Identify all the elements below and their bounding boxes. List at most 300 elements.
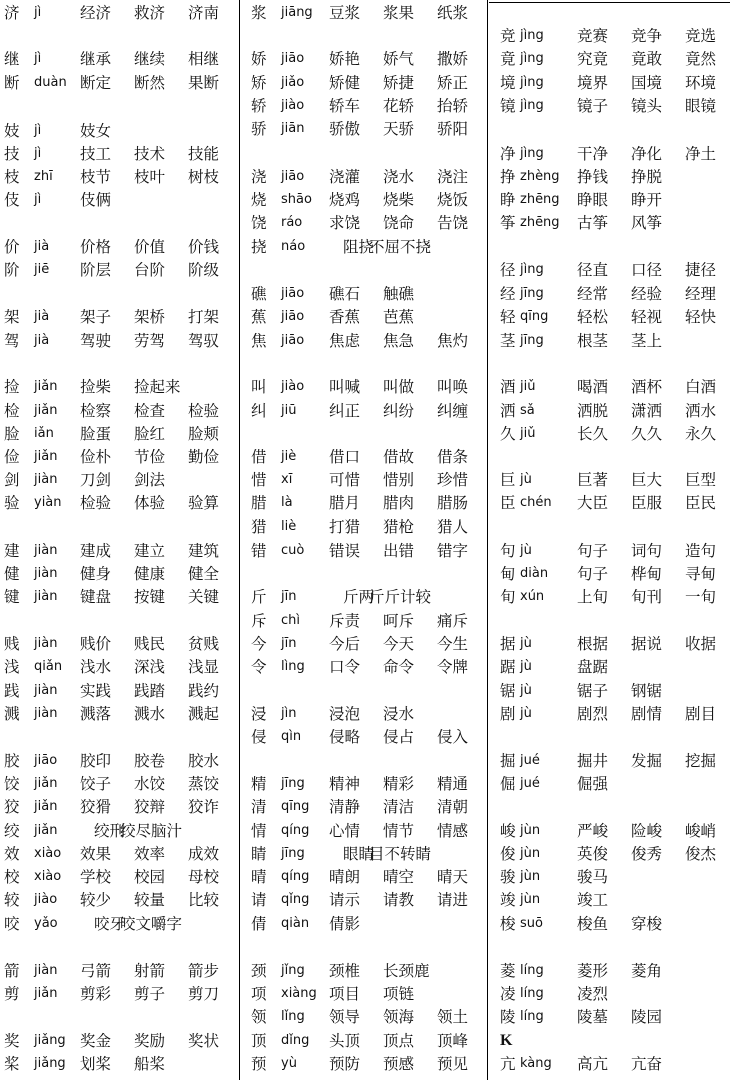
vocab-row	[241, 610, 487, 632]
pinyin: jiǎng	[34, 1033, 66, 1048]
vocab-row	[241, 516, 487, 538]
character: 妓	[4, 122, 20, 140]
column-divider	[487, 0, 488, 1080]
character: 焦	[251, 332, 267, 350]
word-3: 顶峰	[437, 1032, 469, 1050]
character: 菱	[500, 962, 516, 980]
word-1: 绞刑	[94, 822, 126, 840]
word-3: 成效	[188, 845, 220, 863]
pinyin: xī	[281, 472, 293, 487]
character: 精	[251, 775, 267, 793]
vocab-row	[489, 773, 730, 795]
column-2	[241, 0, 487, 1080]
pinyin: jìn	[281, 706, 297, 721]
vocab-row	[241, 913, 487, 935]
word-2: 焦急	[383, 332, 415, 350]
word-2: 脸红	[134, 425, 166, 443]
pinyin: jiāo	[281, 333, 305, 348]
word-1: 倔强	[577, 775, 609, 793]
pinyin: jià	[34, 239, 50, 254]
pinyin: xiào	[34, 869, 62, 884]
word-2: 清洁	[383, 798, 415, 816]
word-2: 斤斤计较	[369, 588, 432, 606]
word-3: 净土	[685, 145, 717, 163]
pinyin: ráo	[281, 215, 303, 230]
word-3: 挖掘	[685, 752, 717, 770]
word-3: 践约	[188, 682, 220, 700]
vocab-row	[0, 633, 239, 655]
character: 烧	[251, 191, 267, 209]
word-2: 长颈鹿	[383, 962, 430, 980]
word-2: 猎枪	[383, 518, 415, 536]
vocab-row	[241, 306, 487, 328]
word-2: 价值	[134, 238, 166, 256]
word-1: 境界	[577, 74, 609, 92]
word-3: 精通	[437, 775, 469, 793]
word-2: 胶卷	[134, 752, 166, 770]
vocab-row	[241, 2, 487, 24]
word-2: 剑法	[134, 471, 166, 489]
character: 情	[251, 822, 267, 840]
vocab-row	[0, 983, 239, 1005]
word-2: 检查	[134, 402, 166, 420]
word-3: 捷径	[685, 261, 717, 279]
word-2: 险峻	[631, 822, 663, 840]
character: 斤	[251, 588, 267, 606]
word-2: 侵占	[383, 728, 415, 746]
pinyin: jiàn	[34, 683, 58, 698]
word-1: 浸泡	[329, 705, 361, 723]
word-1: 香蕉	[329, 308, 361, 326]
character: 俊	[500, 845, 516, 863]
pinyin: jù	[520, 683, 532, 698]
word-3: 浇注	[437, 168, 469, 186]
vocab-row	[241, 72, 487, 94]
word-2: 挣脱	[631, 168, 663, 186]
word-2: 竟敢	[631, 50, 663, 68]
word-1: 纠正	[329, 402, 361, 420]
pinyin: líng	[520, 1009, 544, 1024]
vocab-row	[241, 1053, 487, 1075]
word-1: 阶层	[80, 261, 112, 279]
word-1: 眼睛	[343, 845, 375, 863]
vocab-row	[241, 726, 487, 748]
word-3: 巨型	[685, 471, 717, 489]
word-2: 命令	[383, 658, 415, 676]
pinyin: jù	[520, 636, 532, 651]
character: 纠	[251, 402, 267, 420]
character: 剪	[4, 985, 20, 1003]
word-3: 领土	[437, 1008, 469, 1026]
vocab-row	[0, 913, 239, 935]
word-2: 技术	[134, 145, 166, 163]
vocab-row	[241, 889, 487, 911]
pinyin: jǐng	[281, 963, 305, 978]
word-3: 峻峭	[685, 822, 717, 840]
word-1: 健身	[80, 565, 112, 583]
pinyin: zhēng	[520, 215, 560, 230]
pinyin: jìng	[520, 75, 544, 90]
word-2: 情节	[383, 822, 415, 840]
word-1: 句子	[577, 565, 609, 583]
vocab-row	[489, 703, 730, 725]
character: 洒	[500, 402, 516, 420]
word-1: 刀剑	[80, 471, 112, 489]
character: 骏	[500, 868, 516, 886]
vocab-row	[0, 889, 239, 911]
word-3: 健全	[188, 565, 220, 583]
pinyin: qīng	[281, 799, 310, 814]
word-1: 伎俩	[80, 191, 112, 209]
word-1: 口令	[329, 658, 361, 676]
vocab-row	[0, 236, 239, 258]
character: 胶	[4, 752, 20, 770]
pinyin: jiǎn	[34, 449, 58, 464]
vocab-row	[489, 983, 730, 1005]
vocab-row	[241, 633, 487, 655]
word-2: 轻视	[631, 308, 663, 326]
character: 饶	[251, 214, 267, 232]
pinyin: suō	[520, 916, 543, 931]
word-1: 妓女	[80, 122, 112, 140]
vocab-row	[0, 400, 239, 422]
word-3: 骄阳	[437, 120, 469, 138]
word-1: 梭鱼	[577, 915, 609, 933]
pinyin: jiǎn	[34, 823, 58, 838]
vocab-row	[0, 703, 239, 725]
word-1: 项目	[329, 985, 361, 1003]
word-2: 净化	[631, 145, 663, 163]
word-2: 劳驾	[134, 332, 166, 350]
word-1: 轿车	[329, 97, 361, 115]
word-3: 收据	[685, 635, 717, 653]
word-2: 陵园	[631, 1008, 663, 1026]
word-1: 驾驶	[80, 332, 112, 350]
word-1: 精神	[329, 775, 361, 793]
word-1: 键盘	[80, 588, 112, 606]
pinyin: jiàn	[34, 963, 58, 978]
pinyin: sǎ	[520, 403, 535, 418]
word-1: 架子	[80, 308, 112, 326]
word-2: 健康	[134, 565, 166, 583]
vocab-row	[489, 540, 730, 562]
vocab-row	[489, 843, 730, 865]
word-1: 睁眼	[577, 191, 609, 209]
word-3: 济南	[188, 4, 220, 22]
word-2: 娇气	[383, 50, 415, 68]
character: 预	[251, 1055, 267, 1073]
vocab-row	[489, 586, 730, 608]
vocab-row	[241, 48, 487, 70]
vocab-row	[0, 563, 239, 585]
word-3: 撒娇	[437, 50, 469, 68]
word-3: 树枝	[188, 168, 220, 186]
character: 矫	[251, 74, 267, 92]
pinyin: jià	[34, 333, 50, 348]
character: 臣	[500, 494, 516, 512]
character: 倔	[500, 775, 516, 793]
vocab-row	[489, 423, 730, 445]
character: 挣	[500, 168, 516, 186]
word-1: 干净	[577, 145, 609, 163]
pinyin: shāo	[281, 192, 312, 207]
word-2: 今天	[383, 635, 415, 653]
pinyin: jiāo	[281, 51, 305, 66]
pinyin: jué	[520, 753, 540, 768]
word-1: 晴朗	[329, 868, 361, 886]
pinyin: jiàn	[34, 566, 58, 581]
character: 效	[4, 845, 20, 863]
vocab-row	[241, 189, 487, 211]
vocab-row	[241, 212, 487, 234]
character: 驾	[4, 332, 20, 350]
character: 旬	[500, 588, 516, 606]
word-1: 烧鸡	[329, 191, 361, 209]
character: 济	[4, 4, 20, 22]
vocab-row	[489, 283, 730, 305]
word-2: 借故	[383, 448, 415, 466]
word-2: 晴空	[383, 868, 415, 886]
character: 凌	[500, 985, 516, 1003]
vocab-row	[489, 633, 730, 655]
character: 挠	[251, 238, 267, 256]
pinyin: jù	[520, 659, 532, 674]
vocab-row	[489, 563, 730, 585]
pinyin: jiàn	[34, 543, 58, 558]
word-3: 纸浆	[437, 4, 469, 22]
word-2: 矫捷	[383, 74, 415, 92]
word-3: 猎人	[437, 518, 469, 536]
pinyin: là	[281, 495, 293, 510]
word-2: 奖励	[134, 1032, 166, 1050]
vocab-row	[241, 118, 487, 140]
word-1: 陵墓	[577, 1008, 609, 1026]
word-1: 根茎	[577, 332, 609, 350]
character: 绞	[4, 822, 20, 840]
character: 架	[4, 308, 20, 326]
pinyin: jiǔ	[520, 426, 536, 441]
word-1: 脸蛋	[80, 425, 112, 443]
pinyin: xún	[520, 589, 545, 604]
word-3: 腊肠	[437, 494, 469, 512]
word-3: 果断	[188, 74, 220, 92]
character: 踞	[500, 658, 516, 676]
character: 狡	[4, 798, 20, 816]
word-1: 继承	[80, 50, 112, 68]
character: 酒	[500, 378, 516, 396]
character: 礁	[251, 285, 267, 303]
pinyin: jiàn	[34, 706, 58, 721]
pinyin: iǎn	[34, 426, 54, 441]
character: 径	[500, 261, 516, 279]
vocab-row	[0, 656, 239, 678]
vocab-row	[489, 95, 730, 117]
word-2: 出错	[383, 542, 415, 560]
word-3: 臣民	[685, 494, 717, 512]
vocab-row	[489, 189, 730, 211]
pinyin: jiǎn	[34, 986, 58, 1001]
vocab-row	[241, 796, 487, 818]
vocab-row	[0, 446, 239, 468]
vocab-row	[241, 586, 487, 608]
vocab-row	[489, 492, 730, 514]
word-1: 俭朴	[80, 448, 112, 466]
character: 伎	[4, 191, 20, 209]
column-3	[489, 0, 730, 1080]
word-1: 镜子	[577, 97, 609, 115]
word-3: 竞选	[685, 27, 717, 45]
word-3: 剧目	[685, 705, 717, 723]
word-2: 捡起来	[134, 378, 181, 396]
character: 项	[251, 985, 267, 1003]
word-3: 验算	[188, 494, 220, 512]
word-2: 芭蕉	[383, 308, 415, 326]
word-1: 挣钱	[577, 168, 609, 186]
pinyin: jùn	[520, 892, 541, 907]
pinyin: náo	[281, 239, 306, 254]
pinyin: jù	[520, 472, 532, 487]
character: 颈	[251, 962, 267, 980]
word-3: 检验	[188, 402, 220, 420]
character: 断	[4, 74, 20, 92]
pinyin: jìng	[520, 262, 544, 277]
word-2: 饶命	[383, 214, 415, 232]
word-3: 令牌	[437, 658, 469, 676]
vocab-row	[0, 820, 239, 842]
word-2: 绞尽脑汁	[120, 822, 183, 840]
word-2: 预感	[383, 1055, 415, 1073]
word-1: 英俊	[577, 845, 609, 863]
word-3: 矫正	[437, 74, 469, 92]
vocab-row	[241, 400, 487, 422]
word-2: 触礁	[383, 285, 415, 303]
pinyin: jì	[34, 146, 42, 161]
pinyin: jiāo	[281, 286, 305, 301]
character: 竞	[500, 27, 516, 45]
word-1: 检验	[80, 494, 112, 512]
word-1: 阻挠	[343, 238, 375, 256]
word-2: 射箭	[134, 962, 166, 980]
pinyin: zhèng	[520, 169, 560, 184]
word-2: 臣服	[631, 494, 663, 512]
character: 睁	[500, 191, 516, 209]
word-3: 白酒	[685, 378, 717, 396]
vocab-row	[241, 446, 487, 468]
word-1: 大臣	[577, 494, 609, 512]
vocab-row	[241, 469, 487, 491]
word-2: 请教	[383, 891, 415, 909]
character: 阶	[4, 261, 20, 279]
character: 借	[251, 448, 267, 466]
word-2: 发掘	[631, 752, 663, 770]
word-2: 俊秀	[631, 845, 663, 863]
pinyin: jīn	[281, 636, 297, 651]
vocab-row	[489, 1006, 730, 1028]
pinyin: jù	[520, 706, 532, 721]
character: 践	[4, 682, 20, 700]
character: 健	[4, 565, 20, 583]
pinyin: dǐng	[281, 1033, 310, 1048]
word-1: 借口	[329, 448, 361, 466]
word-1: 较少	[80, 891, 112, 909]
pinyin: jīng	[520, 333, 544, 348]
pinyin: jiào	[281, 98, 305, 113]
word-3: 胶水	[188, 752, 220, 770]
word-2: 较量	[134, 891, 166, 909]
word-1: 狡猾	[80, 798, 112, 816]
pinyin: jiǎn	[34, 379, 58, 394]
word-2: 水饺	[134, 775, 166, 793]
word-2: 睁开	[631, 191, 663, 209]
word-1: 凌烈	[577, 985, 609, 1003]
character: 捡	[4, 378, 20, 396]
vocab-row	[489, 48, 730, 70]
character: 饺	[4, 775, 20, 793]
word-2: 词句	[631, 542, 663, 560]
pinyin: jì	[34, 123, 42, 138]
word-1: 菱形	[577, 962, 609, 980]
word-1: 侵略	[329, 728, 361, 746]
word-3: 今生	[437, 635, 469, 653]
word-1: 豆浆	[329, 4, 361, 22]
word-3: 驾驭	[188, 332, 220, 350]
word-2: 效率	[134, 845, 166, 863]
word-3: 寻甸	[685, 565, 717, 583]
word-3: 母校	[188, 868, 220, 886]
character: 竟	[500, 50, 516, 68]
word-1: 根据	[577, 635, 609, 653]
top-border	[489, 2, 730, 3]
word-1: 领导	[329, 1008, 361, 1026]
pinyin: jiāo	[281, 309, 305, 324]
vocab-row	[241, 773, 487, 795]
vocab-row	[489, 400, 730, 422]
pinyin: lǐng	[281, 1009, 305, 1024]
character: 镜	[500, 97, 516, 115]
vocab-row	[489, 680, 730, 702]
vocab-row	[489, 259, 730, 281]
column-divider	[239, 0, 240, 1080]
vocab-row	[241, 166, 487, 188]
word-3: 打架	[188, 308, 220, 326]
pinyin: jù	[520, 543, 532, 558]
pinyin: qíng	[281, 823, 310, 838]
word-1: 贱价	[80, 635, 112, 653]
word-1: 盘踞	[577, 658, 609, 676]
word-3: 贫贱	[188, 635, 220, 653]
character: 浆	[251, 4, 267, 22]
word-2: 竞争	[631, 27, 663, 45]
character: K	[500, 1032, 513, 1049]
pinyin: chì	[281, 613, 300, 628]
character: 轿	[251, 97, 267, 115]
pinyin: jùn	[520, 846, 541, 861]
word-1: 捡柴	[80, 378, 112, 396]
word-2: 建立	[134, 542, 166, 560]
character: 娇	[251, 50, 267, 68]
word-2: 天骄	[383, 120, 415, 138]
pinyin: qiàn	[281, 916, 310, 931]
character: 请	[251, 891, 267, 909]
character: 俭	[4, 448, 20, 466]
character: 检	[4, 402, 20, 420]
pinyin: qìn	[281, 729, 302, 744]
word-2: 浆果	[383, 4, 415, 22]
character: 峻	[500, 822, 516, 840]
pinyin: qǐng	[281, 892, 310, 907]
character: 奖	[4, 1032, 20, 1050]
word-1: 轻松	[577, 308, 609, 326]
